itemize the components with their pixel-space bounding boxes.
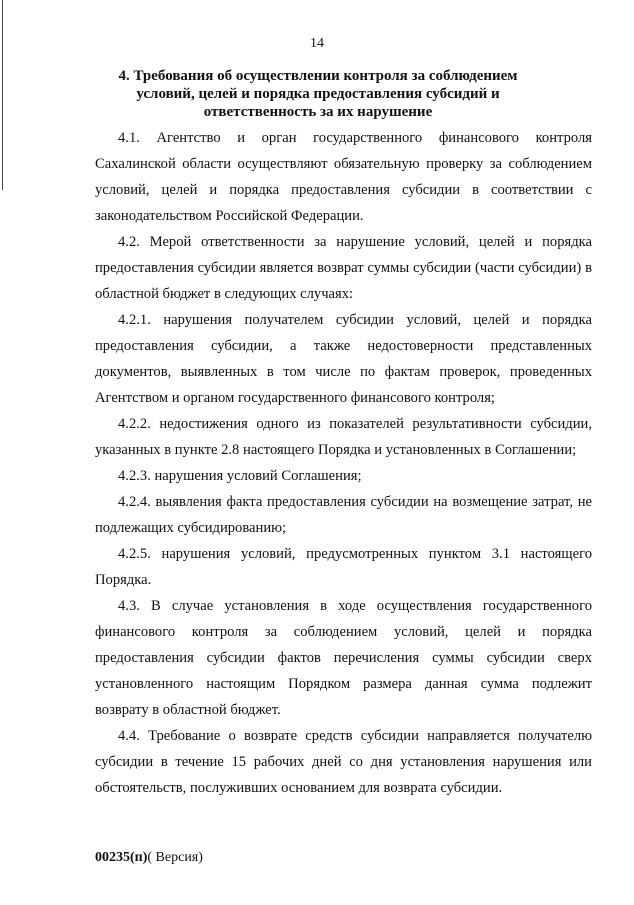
paragraph-4-2-4: 4.2.4. выявления факта предоставления субсидии на возмещение затрат, не подлежащих субсидированию; (95, 494, 592, 536)
paragraph-4-4: 4.4. Требование о возврате средств субсидии направляется получателю субсидии в течение 15 рабочих дней со дня установления нарушения или обстоятельств, послуживших основанием для возврата субсидии. (95, 728, 592, 796)
paragraph-4-2-1: 4.2.1. нарушения получателем субсидии условий, целей и порядка предоставления субсидии, а также недостоверности представленных документов, выявленных в том числе по фактам проверок, проведенных Агентством и органом государственного финансового контроля; (95, 312, 592, 406)
document-footer (95, 850, 203, 866)
document-code: 00235(п) (95, 850, 148, 865)
paragraph-4-3: 4.3. В случае установления в ходе осуществления государственного финансового контроля за соблюдением условий, целей и порядка предоставления субсидии фактов перечисления суммы субсидии сверх установленного настоящим Порядком размера данная сумма подлежит возврату в областной бюджет. (95, 598, 592, 718)
scan-edge-line (2, 0, 3, 190)
section-body (95, 125, 592, 801)
paragraph-4-1: 4.1. Агентство и орган государственного финансового контроля Сахалинской области осуществляют обязательную проверку за соблюдением условий, целей и порядка предоставления субсидии в соответствии с законодательством Российской Федерации. (95, 130, 592, 224)
paragraph-4-2-3: 4.2.3. нарушения условий Соглашения; (118, 468, 362, 484)
paragraph-4-2-2: 4.2.2. недостижения одного из показателей результативности субсидии, указанных в пункте 2.8 настоящего Порядка и установленных в Соглашении; (95, 416, 592, 458)
section-heading: 4. Требования об осуществлении контроля за соблюдением условий, целей и порядка предоставления субсидий и ответственность за их нарушение (118, 68, 518, 120)
paragraph-4-2: 4.2. Мерой ответственности за нарушение условий, целей и порядка предоставления субсидии является возврат суммы субсидии (части субсидии) в областной бюджет в следующих случаях: (95, 234, 592, 302)
paragraph-4-2-5: 4.2.5. нарушения условий, предусмотренных пунктом 3.1 настоящего Порядка. (95, 546, 592, 588)
document-version: ( Версия) (147, 850, 203, 865)
page-number: 14 (310, 36, 324, 51)
